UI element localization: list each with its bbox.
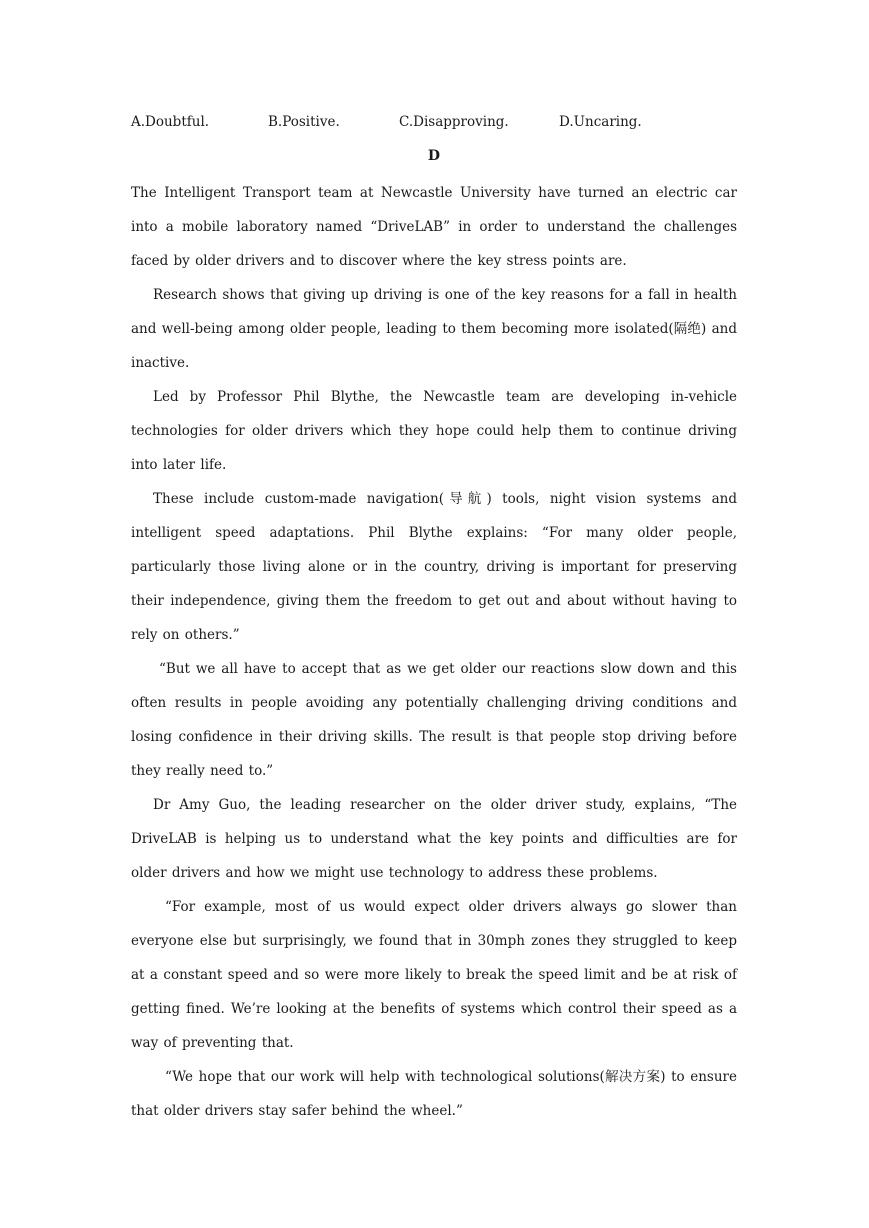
paragraph-8: “We hope that our work will help with technological solutions(解决方案) to ensure that older drivers stay safer behind the wheel.” (131, 1069, 737, 1119)
paragraph-7: “For example, most of us would expect older drivers always go slower than everyone else but surprisingly, we found that in 30mph zones they struggled to keep at a constant speed and so were more likely to break the speed limit and be at risk of getting fined. We’re looking at the benefits of systems which control their speed as a way of preventing that. (131, 899, 737, 1051)
paragraph-4: These include custom-made navigation(导航) tools, night vision systems and intelligent speed adaptations. Phil Blythe explains: “For many older people, particularly those living alone or in the country, driving is important for preserving their independence, giving them the freedom to get out and about without having to rely on others.” (131, 491, 737, 643)
paragraph-1: The Intelligent Transport team at Newcastle University have turned an electric car into a mobile laboratory named “DriveLAB” in order to understand the challenges faced by older drivers and to discover where the key stress points are. (131, 185, 737, 269)
paragraph-5: “But we all have to accept that as we get older our reactions slow down and this often results in people avoiding any potentially challenging driving conditions and losing confidence in their driving skills. The result is that people stop driving before they really need to.” (131, 661, 737, 779)
answer-options (131, 108, 737, 136)
paragraph-3: Led by Professor Phil Blythe, the Newcastle team are developing in-vehicle technologies for older drivers which they hope could help them to continue driving into later life. (131, 389, 737, 473)
option-a: A.Doubtful. (131, 114, 210, 130)
section-heading: D (427, 148, 441, 164)
paragraph-6: Dr Amy Guo, the leading researcher on the older driver study, explains, “The DriveLAB is helping us to understand what the key points and difficulties are for older drivers and how we might use technology to address these problems. (131, 797, 737, 881)
document-page (131, 108, 737, 1128)
option-d: D.Uncaring. (559, 114, 642, 130)
option-b: B.Positive. (268, 114, 340, 130)
option-c: C.Disapproving. (399, 114, 509, 130)
paragraph-2: Research shows that giving up driving is one of the key reasons for a fall in health and well-being among older people, leading to them becoming more isolated(隔绝) and inactive. (131, 287, 737, 371)
